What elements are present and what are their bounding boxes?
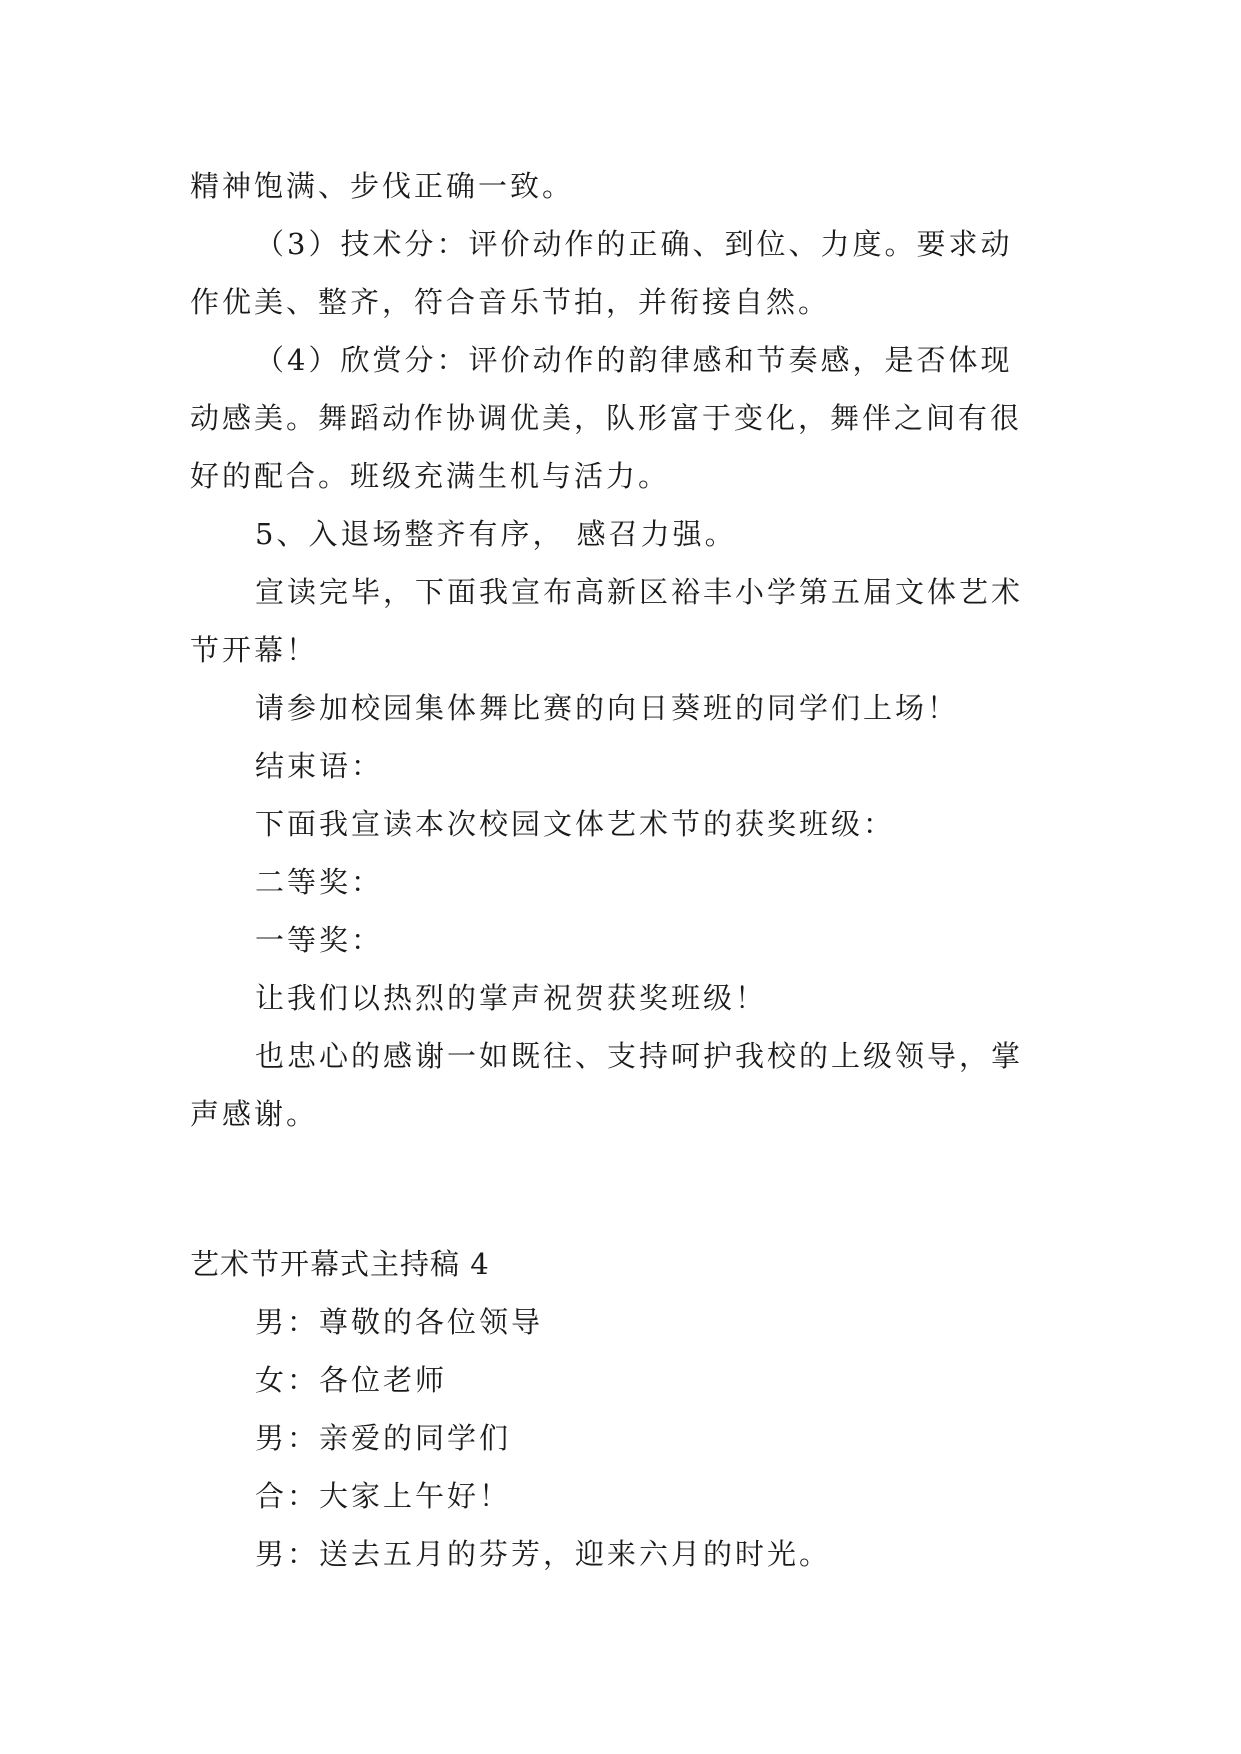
paragraph-line: （4）欣赏分：评价动作的韵律感和节奏感，是否体现 <box>255 343 1013 377</box>
dialogue-line: 男：尊敬的各位领导 <box>255 1305 544 1339</box>
dialogue-line: 男：亲爱的同学们 <box>255 1421 512 1455</box>
paragraph-line: 让我们以热烈的掌声祝贺获奖班级！ <box>255 981 768 1015</box>
paragraph-line: 下面我宣读本次校园文体艺术节的获奖班级： <box>255 807 896 841</box>
paragraph-line: 好的配合。班级充满生机与活力。 <box>190 459 671 493</box>
paragraph-line: 声感谢。 <box>190 1097 319 1131</box>
paragraph-line: 也忠心的感谢一如既往、支持呵护我校的上级领导，掌 <box>255 1039 1024 1073</box>
dialogue-line: 合：大家上午好！ <box>255 1479 512 1513</box>
section-gap <box>190 1143 1055 1235</box>
paragraph-line: 一等奖： <box>255 923 384 957</box>
document-body <box>190 157 1055 1583</box>
paragraph-line: 结束语： <box>255 749 384 783</box>
dialogue-line: 女：各位老师 <box>255 1363 448 1397</box>
paragraph-line: 请参加校园集体舞比赛的向日葵班的同学们上场！ <box>255 691 960 725</box>
paragraph-line: 作优美、整齐，符合音乐节拍，并衔接自然。 <box>190 285 831 319</box>
paragraph-line: 节开幕！ <box>190 633 319 667</box>
paragraph-line: 二等奖： <box>255 865 384 899</box>
section-title: 艺术节开幕式主持稿 4 <box>190 1247 490 1281</box>
paragraph-line: （3）技术分：评价动作的正确、到位、力度。要求动 <box>255 227 1013 261</box>
paragraph-line: 宣读完毕，下面我宣布高新区裕丰小学第五届文体艺术 <box>255 575 1024 609</box>
paragraph-line: 精神饱满、步伐正确一致。 <box>190 169 575 203</box>
dialogue-line: 男：送去五月的芬芳，迎来六月的时光。 <box>255 1537 832 1571</box>
paragraph-line: 5、入退场整齐有序， 感召力强。 <box>255 517 737 551</box>
paragraph-line: 动感美。舞蹈动作协调优美，队形富于变化，舞伴之间有很 <box>190 401 1023 435</box>
